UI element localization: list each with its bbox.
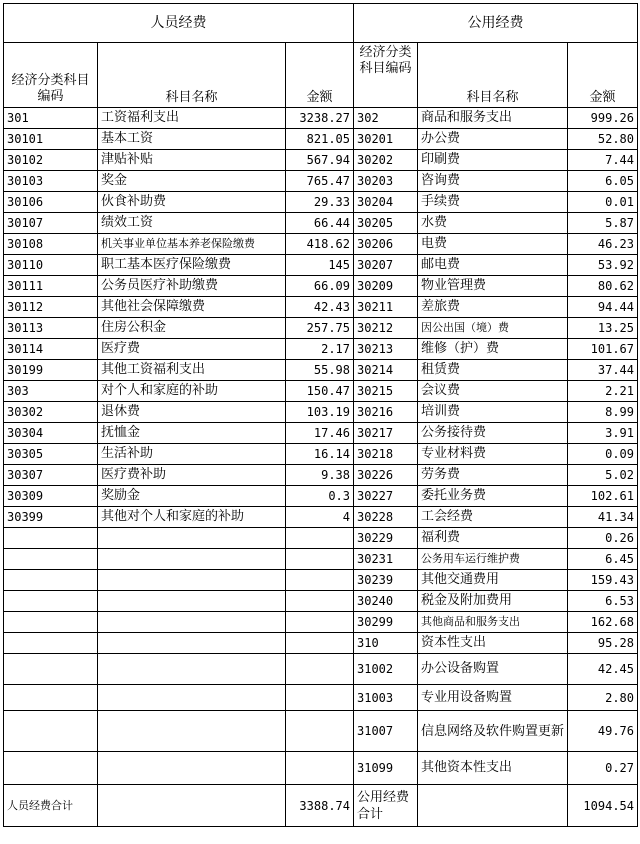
left-amount-cell: 150.47 [286, 381, 354, 402]
section-header-row [4, 4, 638, 43]
left-name-cell: 其他社会保障缴费 [98, 297, 286, 318]
personnel-total-label: 人员经费合计 [4, 785, 98, 827]
left-name-cell: 奖励金 [98, 486, 286, 507]
left-amount-cell: 765.47 [286, 171, 354, 192]
right-name-cell: 公务接待费 [418, 423, 568, 444]
table-row [4, 318, 638, 339]
right-amount-cell: 6.45 [568, 549, 638, 570]
table-row [4, 591, 638, 612]
left-code-header: 经济分类科目编码 [4, 43, 98, 108]
right-code-cell: 30212 [354, 318, 418, 339]
left-amount-cell: 103.19 [286, 402, 354, 423]
left-code-cell: 30110 [4, 255, 98, 276]
left-name-cell: 医疗费补助 [98, 465, 286, 486]
left-amount-cell: 821.05 [286, 129, 354, 150]
right-name-cell: 会议费 [418, 381, 568, 402]
left-amount-cell [286, 711, 354, 752]
left-code-cell [4, 685, 98, 711]
left-amount-cell [286, 612, 354, 633]
table-row [4, 711, 638, 752]
left-amount-cell [286, 654, 354, 685]
table-row [4, 339, 638, 360]
left-name-cell: 住房公积金 [98, 318, 286, 339]
right-name-cell: 水费 [418, 213, 568, 234]
right-name-cell: 劳务费 [418, 465, 568, 486]
right-code-cell: 30213 [354, 339, 418, 360]
right-name-cell: 委托业务费 [418, 486, 568, 507]
left-code-cell [4, 654, 98, 685]
right-name-cell: 其他商品和服务支出 [418, 612, 568, 633]
left-code-cell [4, 528, 98, 549]
right-name-cell: 邮电费 [418, 255, 568, 276]
right-code-cell: 31002 [354, 654, 418, 685]
left-code-cell: 30108 [4, 234, 98, 255]
table-row [4, 234, 638, 255]
left-code-cell: 30199 [4, 360, 98, 381]
right-name-cell: 培训费 [418, 402, 568, 423]
table-row [4, 297, 638, 318]
right-amount-cell: 0.09 [568, 444, 638, 465]
left-amount-cell [286, 528, 354, 549]
right-amount-header: 金额 [568, 43, 638, 108]
left-amount-cell: 257.75 [286, 318, 354, 339]
left-amount-cell: 9.38 [286, 465, 354, 486]
right-name-cell: 电费 [418, 234, 568, 255]
left-code-cell: 30106 [4, 192, 98, 213]
right-code-cell: 30218 [354, 444, 418, 465]
table-row [4, 255, 638, 276]
right-code-cell: 30205 [354, 213, 418, 234]
right-amount-cell: 0.01 [568, 192, 638, 213]
right-amount-cell: 999.26 [568, 108, 638, 129]
left-amount-cell [286, 633, 354, 654]
right-amount-cell: 0.26 [568, 528, 638, 549]
right-name-cell: 维修（护）费 [418, 339, 568, 360]
table-row [4, 381, 638, 402]
right-code-cell: 30299 [354, 612, 418, 633]
right-name-cell: 物业管理费 [418, 276, 568, 297]
right-amount-cell: 52.80 [568, 129, 638, 150]
public-total-amount: 1094.54 [568, 785, 638, 827]
right-code-cell: 30216 [354, 402, 418, 423]
table-row [4, 570, 638, 591]
right-name-cell: 办公设备购置 [418, 654, 568, 685]
right-name-cell: 商品和服务支出 [418, 108, 568, 129]
left-amount-cell: 0.3 [286, 486, 354, 507]
left-code-cell: 30305 [4, 444, 98, 465]
left-name-cell: 生活补助 [98, 444, 286, 465]
left-name-cell: 工资福利支出 [98, 108, 286, 129]
right-code-cell: 31003 [354, 685, 418, 711]
table-row [4, 108, 638, 129]
left-name-cell [98, 685, 286, 711]
right-code-cell: 30231 [354, 549, 418, 570]
right-amount-cell: 6.53 [568, 591, 638, 612]
right-amount-cell: 94.44 [568, 297, 638, 318]
right-name-cell: 公务用车运行维护费 [418, 549, 568, 570]
left-code-cell: 301 [4, 108, 98, 129]
right-amount-cell: 159.43 [568, 570, 638, 591]
left-code-cell [4, 752, 98, 785]
right-amount-cell: 49.76 [568, 711, 638, 752]
left-name-cell [98, 591, 286, 612]
right-amount-cell: 53.92 [568, 255, 638, 276]
right-name-cell: 其他资本性支出 [418, 752, 568, 785]
right-amount-cell: 0.27 [568, 752, 638, 785]
left-code-cell: 30304 [4, 423, 98, 444]
right-name-cell: 专业用设备购置 [418, 685, 568, 711]
right-amount-cell: 13.25 [568, 318, 638, 339]
right-code-cell: 30211 [354, 297, 418, 318]
left-code-cell [4, 711, 98, 752]
left-code-cell: 303 [4, 381, 98, 402]
right-amount-cell: 7.44 [568, 150, 638, 171]
left-code-cell: 30112 [4, 297, 98, 318]
right-code-cell: 310 [354, 633, 418, 654]
left-code-cell [4, 570, 98, 591]
table-row [4, 549, 638, 570]
table-row [4, 276, 638, 297]
right-name-cell: 信息网络及软件购置更新 [418, 711, 568, 752]
left-code-cell [4, 549, 98, 570]
right-amount-cell: 42.45 [568, 654, 638, 685]
left-amount-cell [286, 752, 354, 785]
left-amount-cell: 17.46 [286, 423, 354, 444]
left-amount-cell [286, 591, 354, 612]
left-amount-cell: 66.44 [286, 213, 354, 234]
table-row [4, 465, 638, 486]
left-name-cell: 机关事业单位基本养老保险缴费 [98, 234, 286, 255]
table-row [4, 150, 638, 171]
table-row [4, 423, 638, 444]
right-name-cell: 咨询费 [418, 171, 568, 192]
table-row [4, 129, 638, 150]
right-amount-cell: 3.91 [568, 423, 638, 444]
right-amount-cell: 2.21 [568, 381, 638, 402]
left-name-cell: 退休费 [98, 402, 286, 423]
left-amount-cell: 29.33 [286, 192, 354, 213]
table-row [4, 171, 638, 192]
right-name-cell: 差旅费 [418, 297, 568, 318]
right-amount-cell: 95.28 [568, 633, 638, 654]
left-amount-cell: 16.14 [286, 444, 354, 465]
right-amount-cell: 80.62 [568, 276, 638, 297]
left-code-cell: 30101 [4, 129, 98, 150]
left-code-cell: 30307 [4, 465, 98, 486]
personnel-total-amount: 3388.74 [286, 785, 354, 827]
table-row [4, 444, 638, 465]
left-code-cell: 30102 [4, 150, 98, 171]
left-amount-cell: 42.43 [286, 297, 354, 318]
left-amount-cell: 4 [286, 507, 354, 528]
right-code-cell: 30202 [354, 150, 418, 171]
left-name-cell: 职工基本医疗保险缴费 [98, 255, 286, 276]
table-row [4, 507, 638, 528]
left-code-cell: 30107 [4, 213, 98, 234]
totals-row [4, 785, 638, 827]
left-name-cell: 基本工资 [98, 129, 286, 150]
right-name-header: 科目名称 [418, 43, 568, 108]
left-amount-cell [286, 685, 354, 711]
left-code-cell: 30103 [4, 171, 98, 192]
left-amount-cell: 66.09 [286, 276, 354, 297]
left-code-cell [4, 633, 98, 654]
left-name-header: 科目名称 [98, 43, 286, 108]
right-code-cell: 30227 [354, 486, 418, 507]
table-row [4, 633, 638, 654]
right-code-cell: 30215 [354, 381, 418, 402]
right-amount-cell: 5.87 [568, 213, 638, 234]
table-row [4, 528, 638, 549]
table-row [4, 213, 638, 234]
left-amount-cell: 418.62 [286, 234, 354, 255]
table-row [4, 612, 638, 633]
left-amount-cell: 55.98 [286, 360, 354, 381]
right-name-cell: 租赁费 [418, 360, 568, 381]
left-name-cell [98, 752, 286, 785]
left-name-cell: 奖金 [98, 171, 286, 192]
right-code-cell: 30209 [354, 276, 418, 297]
right-code-cell: 30239 [354, 570, 418, 591]
right-code-cell: 30201 [354, 129, 418, 150]
table-row [4, 752, 638, 785]
left-name-cell: 津贴补贴 [98, 150, 286, 171]
right-code-header: 经济分类科目编码 [354, 43, 418, 108]
left-name-cell: 医疗费 [98, 339, 286, 360]
right-code-cell: 30204 [354, 192, 418, 213]
left-amount-cell: 145 [286, 255, 354, 276]
left-code-cell: 30399 [4, 507, 98, 528]
public-total-label: 公用经费合计 [354, 785, 418, 827]
left-code-cell [4, 612, 98, 633]
left-code-cell: 30309 [4, 486, 98, 507]
right-amount-cell: 102.61 [568, 486, 638, 507]
right-name-cell: 手续费 [418, 192, 568, 213]
table-row [4, 685, 638, 711]
right-name-cell: 专业材料费 [418, 444, 568, 465]
left-code-cell: 30114 [4, 339, 98, 360]
right-code-cell: 30206 [354, 234, 418, 255]
left-name-cell [98, 654, 286, 685]
table-row [4, 360, 638, 381]
right-amount-cell: 8.99 [568, 402, 638, 423]
right-amount-cell: 41.34 [568, 507, 638, 528]
table-row [4, 654, 638, 685]
public-total-blank [418, 785, 568, 827]
left-name-cell: 公务员医疗补助缴费 [98, 276, 286, 297]
left-name-cell: 其他工资福利支出 [98, 360, 286, 381]
left-amount-cell [286, 549, 354, 570]
left-name-cell [98, 633, 286, 654]
personnel-section-title: 人员经费 [4, 4, 354, 43]
left-code-cell [4, 591, 98, 612]
right-amount-cell: 37.44 [568, 360, 638, 381]
right-code-cell: 30214 [354, 360, 418, 381]
expenditure-table [3, 3, 638, 827]
left-code-cell: 30111 [4, 276, 98, 297]
public-section-title: 公用经费 [354, 4, 638, 43]
column-header-row [4, 43, 638, 108]
left-name-cell [98, 528, 286, 549]
right-code-cell: 30217 [354, 423, 418, 444]
left-name-cell: 绩效工资 [98, 213, 286, 234]
right-name-cell: 其他交通费用 [418, 570, 568, 591]
left-name-cell [98, 570, 286, 591]
table-row [4, 402, 638, 423]
right-amount-cell: 46.23 [568, 234, 638, 255]
right-code-cell: 30229 [354, 528, 418, 549]
right-code-cell: 31099 [354, 752, 418, 785]
right-code-cell: 30207 [354, 255, 418, 276]
right-amount-cell: 6.05 [568, 171, 638, 192]
right-amount-cell: 101.67 [568, 339, 638, 360]
left-code-cell: 30302 [4, 402, 98, 423]
right-amount-cell: 5.02 [568, 465, 638, 486]
left-name-cell [98, 549, 286, 570]
left-amount-cell: 3238.27 [286, 108, 354, 129]
left-amount-cell [286, 570, 354, 591]
right-code-cell: 302 [354, 108, 418, 129]
left-name-cell: 对个人和家庭的补助 [98, 381, 286, 402]
right-amount-cell: 2.80 [568, 685, 638, 711]
left-name-cell: 抚恤金 [98, 423, 286, 444]
right-name-cell: 工会经费 [418, 507, 568, 528]
left-amount-header: 金额 [286, 43, 354, 108]
left-name-cell [98, 711, 286, 752]
right-code-cell: 31007 [354, 711, 418, 752]
right-code-cell: 30240 [354, 591, 418, 612]
right-name-cell: 资本性支出 [418, 633, 568, 654]
personnel-total-blank [98, 785, 286, 827]
left-amount-cell: 567.94 [286, 150, 354, 171]
right-name-cell: 印刷费 [418, 150, 568, 171]
right-name-cell: 福利费 [418, 528, 568, 549]
right-code-cell: 30228 [354, 507, 418, 528]
right-amount-cell: 162.68 [568, 612, 638, 633]
left-code-cell: 30113 [4, 318, 98, 339]
left-name-cell: 伙食补助费 [98, 192, 286, 213]
right-name-cell: 办公费 [418, 129, 568, 150]
right-name-cell: 税金及附加费用 [418, 591, 568, 612]
left-name-cell: 其他对个人和家庭的补助 [98, 507, 286, 528]
table-row [4, 192, 638, 213]
left-name-cell [98, 612, 286, 633]
right-code-cell: 30203 [354, 171, 418, 192]
right-code-cell: 30226 [354, 465, 418, 486]
right-name-cell: 因公出国（境）费 [418, 318, 568, 339]
left-amount-cell: 2.17 [286, 339, 354, 360]
table-row [4, 486, 638, 507]
